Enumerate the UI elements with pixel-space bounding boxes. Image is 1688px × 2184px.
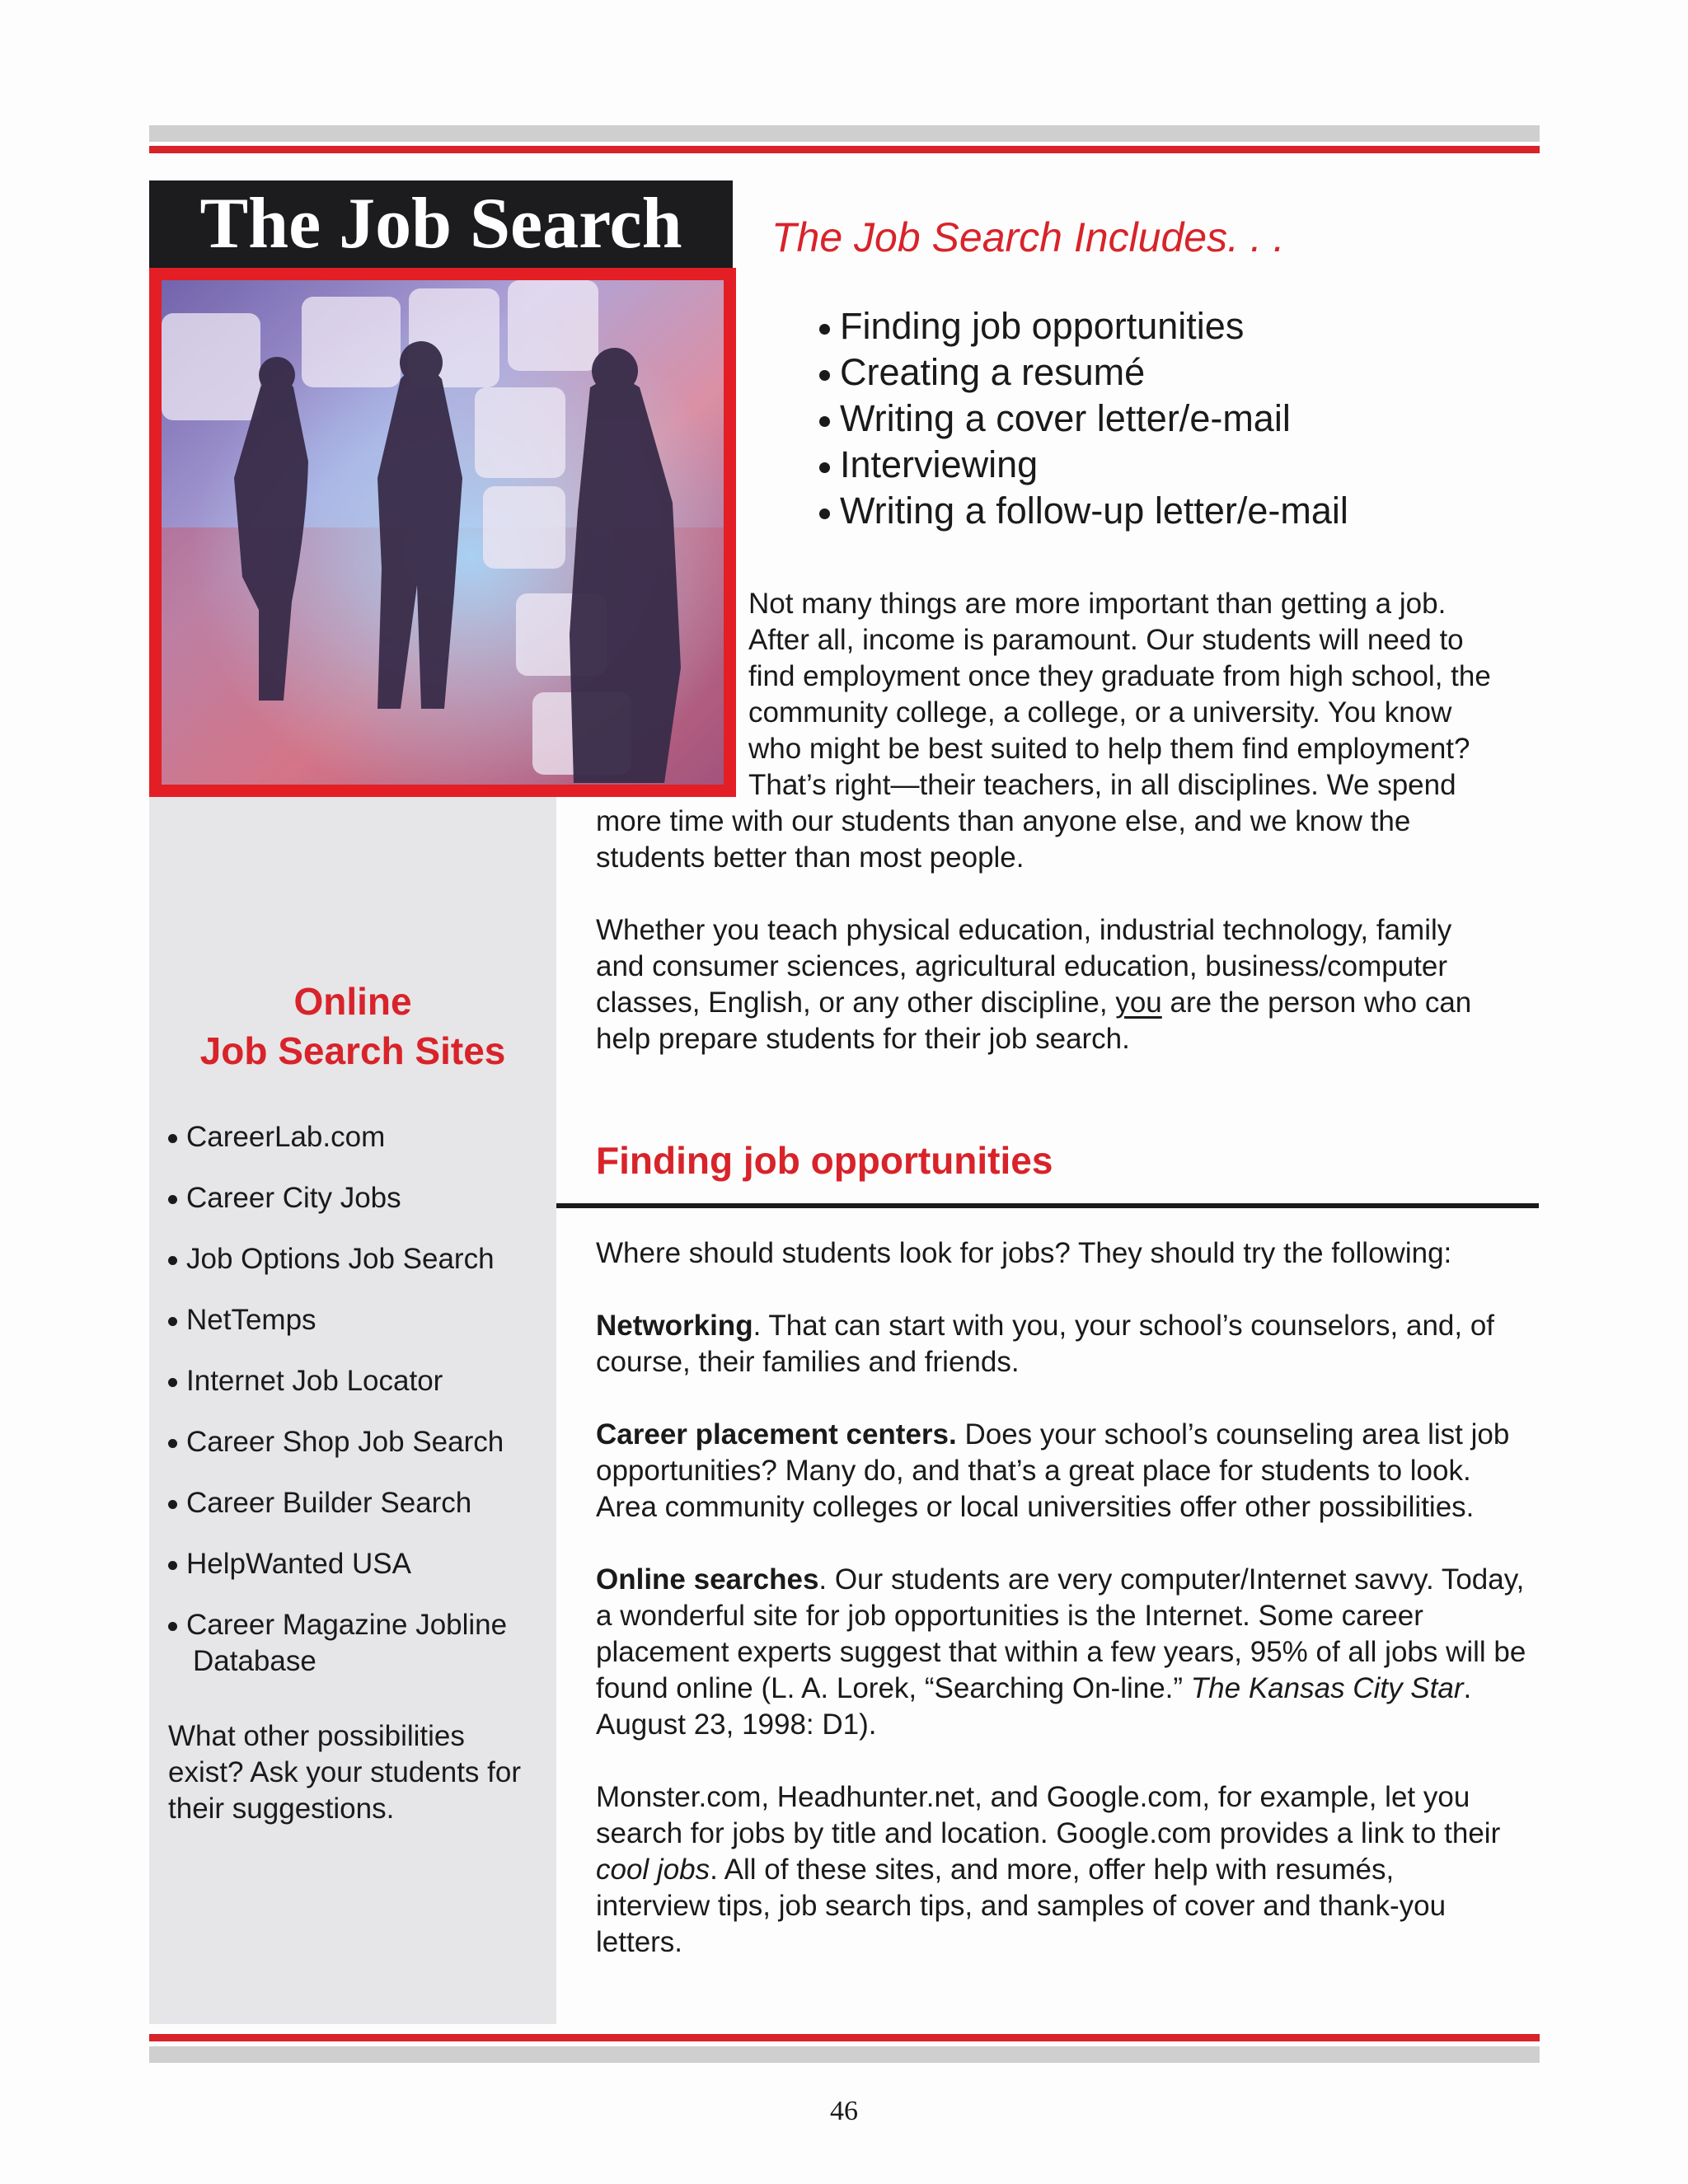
networking-paragraph: Networking. That can start with you, your school’s counselors, and, of course, their families and friends. — [596, 1310, 1495, 1378]
bullet-icon — [819, 509, 830, 519]
page-title: The Job Search — [149, 180, 733, 268]
bullet-icon — [819, 324, 830, 335]
page-number: 46 — [830, 2096, 858, 2126]
sidebar-heading: Online Job Search Sites — [199, 980, 506, 1072]
silhouettes-keyboard-image — [162, 280, 724, 785]
intro-continued-text: more time with our students than anyone else, and we know the students better than most people. — [596, 805, 1411, 874]
job-sites-list — [168, 1119, 539, 1680]
includes-heading: The Job Search Includes. . . — [771, 214, 1285, 260]
bottom-red-rule — [149, 2034, 1540, 2041]
list-item: Career Magazine Jobline Database — [168, 1607, 539, 1680]
top-red-rule — [149, 146, 1540, 153]
intro-paragraph-2: Whether you teach physical education, industrial technology, family and consumer sciences, agricultural education, business/computer classes, English, or any other discipline, you are the person who can help prepare students for their job search. — [596, 914, 1472, 1055]
list-item: Job Options Job Search — [168, 1241, 539, 1277]
list-item: Internet Job Locator — [168, 1363, 539, 1399]
section-rule — [556, 1203, 1539, 1208]
bullet-icon — [819, 416, 830, 427]
online-sites-paragraph: Monster.com, Headhunter.net, and Google.com, for example, let you search for jobs by title and location. Google.com provides a link to their cool jobs. All of these sites, and more, offer help with resumés, interview tips, job search tips, and samples of cover and thank-you letters. — [596, 1781, 1501, 1958]
intro-wrapped-text: Not many things are more important than getting a job. After all, income is paramount. Our students will need to find employment once they graduate from high school, the community college, a college, or a university. You know who might be best suited to help them find employment? That’s right—their teachers, in all disciplines. We spend — [748, 588, 1491, 801]
sidebar-closing-text: What other possibilities exist? Ask your students for their suggestions. — [168, 1720, 521, 1825]
list-item: Writing a cover letter/e-mail — [819, 396, 1528, 442]
bottom-gray-rule — [149, 2046, 1540, 2063]
list-item: HelpWanted USA — [168, 1546, 539, 1582]
header-photo — [149, 268, 736, 797]
list-item: CareerLab.com — [168, 1119, 539, 1155]
bullet-icon — [819, 370, 830, 381]
section-heading: Finding job opportunities — [596, 1139, 1053, 1182]
list-item: Career Shop Job Search — [168, 1424, 539, 1460]
list-item: Writing a follow-up letter/e-mail — [819, 488, 1528, 534]
list-item: Interviewing — [819, 442, 1528, 488]
finding-lead: Where should students look for jobs? They should try the following: — [596, 1237, 1452, 1269]
list-item: NetTemps — [168, 1302, 539, 1338]
includes-list — [819, 303, 1528, 534]
list-item: Career City Jobs — [168, 1180, 539, 1216]
top-gray-rule — [149, 125, 1540, 142]
bullet-icon — [819, 462, 830, 473]
online-searches-paragraph: Online searches. Our students are very computer/Internet savvy. Today, a wonderful site for job opportunities is the Internet. Some career placement experts suggest that within a few years, 95% of all jobs will be found online (L. A. Lorek, “Searching On-line.” The Kansas City Star. August 23, 1998: D1). — [596, 1563, 1526, 1741]
finding-body — [596, 1235, 1536, 1961]
list-item: Creating a resumé — [819, 349, 1528, 396]
list-item: Finding job opportunities — [819, 303, 1528, 349]
career-placement-paragraph: Career placement centers. Does your school’s counseling area list job opportunities? Many do, and that’s a great place for students to look. Area community colleges or local universities offer other possibilities. — [596, 1418, 1510, 1523]
list-item: Career Builder Search — [168, 1485, 539, 1521]
